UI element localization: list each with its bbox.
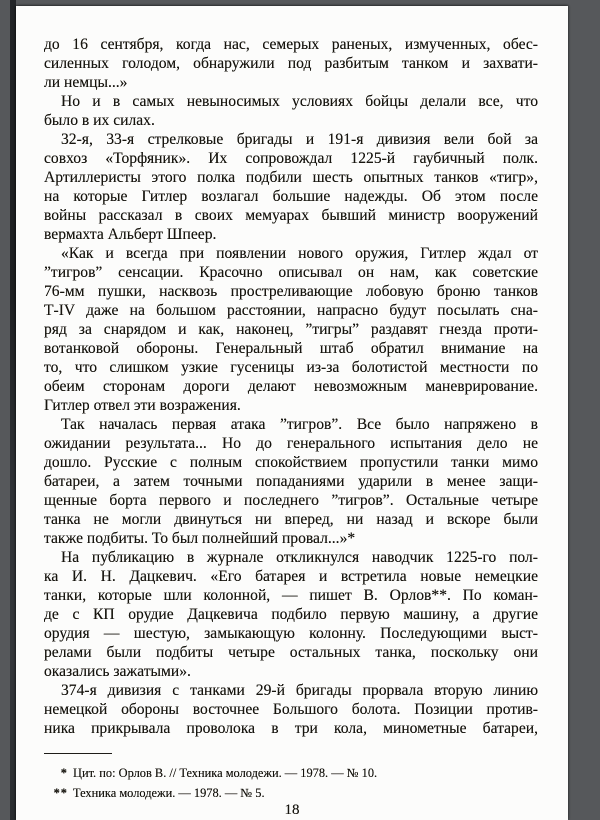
text-line: На публикацию в журнале откликнулся наводчик 1225-го пол-: [61, 549, 538, 566]
text-line: релами были подбиты четыре остальных танка, поскольку они: [44, 644, 538, 661]
text-line: Т-IV даже на большом расстоянии, напрасно будут посылать сна-: [44, 302, 538, 319]
text-line: было в их силах.: [44, 112, 155, 129]
text-line: «Как и всегда при появлении нового оружия, Гитлер ждал от: [61, 245, 538, 262]
text-line: до 16 сентября, когда нас, семерых раненых, измученных, обес-: [44, 36, 538, 53]
text-line: совхоз «Торфяник». Их сопровождал 1225-й гаубичный полк.: [44, 150, 538, 167]
text-line: Так началась первая атака ”тигров”. Все было напряжено в: [61, 416, 538, 433]
text-line: оказались зажатыми».: [44, 663, 191, 680]
footnote-marker: *: [60, 766, 68, 780]
text-line: щенные борта первого и последнего ”тигров”. Остальные четыре: [44, 492, 538, 509]
text-line: то, что слишком узкие гусеницы из-за болотистой местности по: [44, 359, 538, 376]
text-line: дошло. Русские с полным спокойствием пропустили танки мимо: [44, 454, 538, 471]
text-line: Гитлер отвел эти возражения.: [44, 397, 241, 414]
text-line: ожидании результата... Но до генерального испытания дело не: [44, 435, 538, 452]
text-line: ли немцы...»: [44, 74, 128, 91]
footnote-marker: **: [53, 786, 68, 800]
footnotes: [44, 763, 538, 803]
text-line: батареи, а затем точными попаданиями ударили в менее защи-: [44, 473, 538, 490]
text-line: 32-я, 33-я стрелковые бригады и 191-я дивизия вели бой за: [61, 131, 538, 148]
text-line: танки, которые шли колонной, — пишет В. Орлов**. По коман-: [44, 587, 538, 604]
text-line: 76-мм пушки, насквозь простреливающие лобовую броню танков: [44, 283, 538, 300]
text-line: немецкой обороны восточнее Большого болота. Позиции против-: [44, 701, 538, 718]
text-line: на которые Гитлер возлагал большие надежды. Об этом после: [44, 188, 538, 205]
text-line: войны рассказал в своих мемуарах бывший министр вооружений: [44, 207, 538, 224]
text-line: силенных голодом, обнаружили под разбитым танком и захвати-: [44, 55, 538, 72]
footnote-separator: [44, 753, 112, 754]
text-line: ника прикрывала проволока в три кола, минометные батареи,: [44, 720, 538, 737]
footnote: [44, 783, 538, 803]
footnote-text: Техника молодежи. — 1978. — № 5.: [73, 786, 265, 800]
text-line: ка И. Н. Дацкевич. «Его батарея и встретила новые немецкие: [44, 568, 538, 585]
text-line: вотанковой обороны. Генеральный штаб обратил внимание на: [44, 340, 538, 357]
text-line: Но и в самых невыносимых условиях бойцы делали все, что: [61, 93, 538, 110]
body-text: [44, 35, 538, 738]
page-paper: [16, 6, 568, 820]
text-line: ряд за снарядом и как, наконец, ”тигры” раздавят гнезда проти-: [44, 321, 538, 338]
text-line: 374-я дивизия с танками 29-й бригады прорвала вторую линию: [61, 682, 538, 699]
text-line: вермахта Альберт Шпеер.: [44, 226, 217, 243]
page-number: 18: [284, 802, 300, 818]
text-line: Артиллеристы этого полка подбили шесть опытных танков «тигр»,: [44, 169, 538, 186]
text-line: ”тигров” сенсации. Красочно описывал он нам, как советские: [44, 264, 538, 281]
text-line: танка не могли двинуться ни вперед, ни назад и вскоре были: [44, 511, 538, 528]
text-line: де с КП орудие Дацкевича подбило первую машину, а другие: [44, 606, 538, 623]
text-line: обеим сторонам дороги делают невозможным маневрирование.: [44, 378, 538, 395]
text-line: орудия — шестую, замыкающую колонну. Последующими выст-: [44, 625, 538, 642]
footnote: [44, 763, 538, 783]
text-line: также подбиты. То был полнейший провал...»*: [44, 530, 356, 547]
footnote-text: Цит. по: Орлов В. // Техника молодежи. — 1978. — № 10.: [73, 766, 378, 780]
